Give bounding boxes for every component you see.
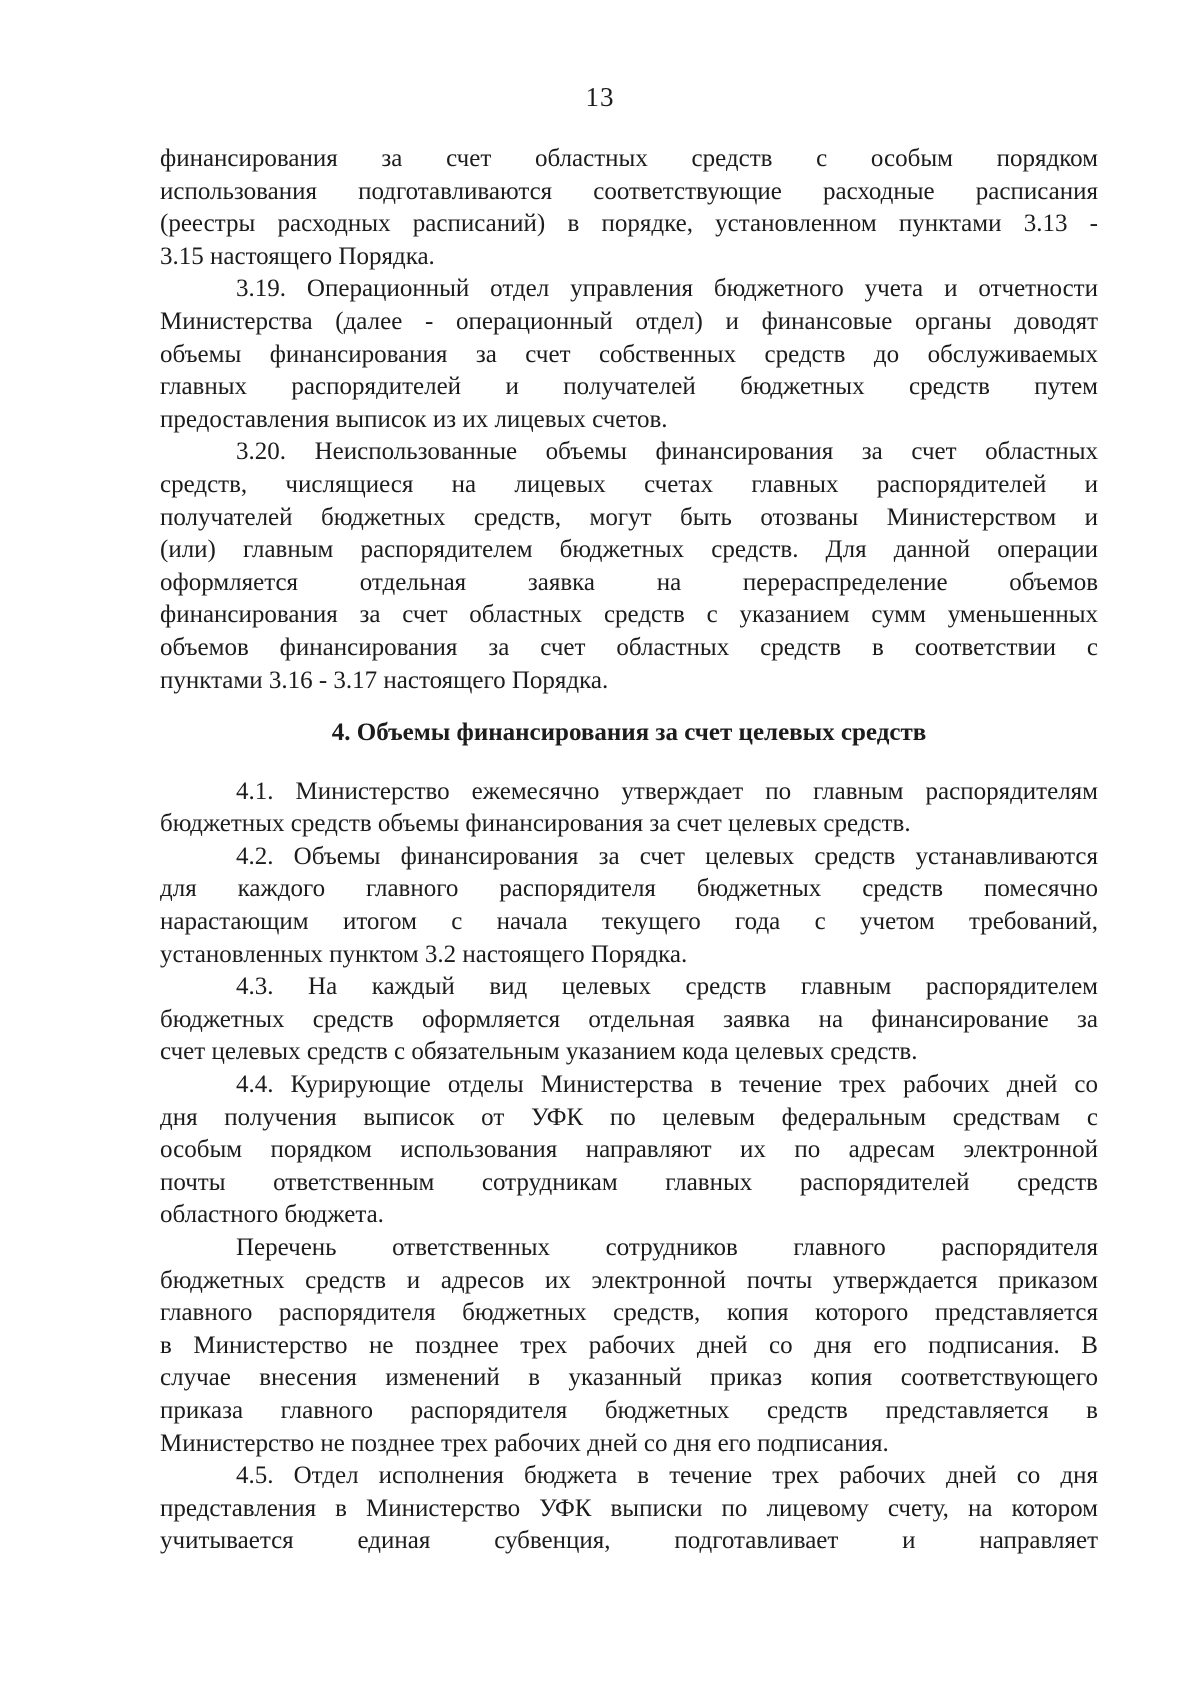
text-line: объемов финансирования за счет областных средств в соответствии с [160,633,1098,661]
text-line: предоставления выписок из их лицевых счетов. [160,405,668,433]
text-line: бюджетных средств и адресов их электронной почты утверждается приказом [160,1266,1098,1294]
text-line: использования подготавливаются соответствующие расходные расписания [160,177,1098,205]
text-line: счет целевых средств с обязательным указанием кода целевых средств. [160,1038,918,1066]
text-line: оформляется отдельная заявка на перераспределение объемов [160,568,1098,596]
text-line: главного распорядителя бюджетных средств, копия которого представляется [160,1299,1098,1327]
text-line: Министерства (далее - операционный отдел) и финансовые органы доводят [160,307,1098,335]
paragraph-4-2 [160,841,1098,971]
text-line: 4.5. Отдел исполнения бюджета в течение трех рабочих дней со дня [236,1462,1098,1490]
paragraph-3-19 [160,273,1098,436]
paragraph-4-5 [160,1460,1098,1558]
text-line: главных распорядителей и получателей бюджетных средств путем [160,373,1098,401]
text-line: областного бюджета. [160,1201,384,1229]
text-line: пунктами 3.16 - 3.17 настоящего Порядка. [160,666,609,694]
text-line: особым порядком использования направляют их по адресам электронной [160,1136,1098,1164]
text-line: Перечень ответственных сотрудников главного распорядителя [236,1234,1098,1261]
text-line: почты ответственным сотрудникам главных распорядителей средств [160,1168,1098,1196]
paragraph-4-4 [160,1069,1098,1232]
text-line: приказа главного распорядителя бюджетных средств представляется в [160,1396,1098,1424]
document-body [160,143,1098,1558]
text-line: представления в Министерство УФК выписки по лицевому счету, на котором [160,1494,1098,1522]
text-line: учитывается единая субвенция, подготавливает и направляет [160,1527,1098,1555]
page-number: 13 [585,82,615,112]
text-line: (или) главным распорядителем бюджетных средств. Для данной операции [160,536,1098,564]
text-line: объемы финансирования за счет собственных средств до обслуживаемых [160,340,1098,368]
text-line: 4.2. Объемы финансирования за счет целевых средств устанавливаются [236,842,1098,870]
text-line: (реестры расходных расписаний) в порядке, установленном пунктами 3.13 - [160,210,1098,238]
paragraph-3-20 [160,436,1098,697]
text-line: 4.1. Министерство ежемесячно утверждает по главным распорядителям [236,777,1098,805]
text-line: 3.20. Неиспользованные объемы финансирования за счет областных [236,438,1098,466]
text-line: в Министерство не позднее трех рабочих дней со дня его подписания. В [160,1331,1098,1359]
text-line: бюджетных средств оформляется отдельная заявка на финансирование за [160,1005,1098,1033]
paragraph-4-3 [160,971,1098,1069]
text-line: получателей бюджетных средств, могут быть отозваны Министерством и [160,503,1098,531]
text-line: нарастающим итогом с начала текущего года с учетом требований, [160,908,1098,936]
text-line: случае внесения изменений в указанный приказ копия соответствующего [160,1364,1098,1392]
paragraph-continuation [160,143,1098,273]
text-line: 4.3. На каждый вид целевых средств главным распорядителем [236,973,1098,1001]
text-line: Министерство не позднее трех рабочих дней со дня его подписания. [160,1429,889,1457]
section-heading: 4. Объемы финансирования за счет целевых средств [331,719,927,747]
text-line: финансирования за счет областных средств с особым порядком [160,145,1098,172]
paragraph-list-of-staff [160,1232,1098,1460]
text-line: для каждого главного распорядителя бюджетных средств помесячно [160,875,1098,903]
text-line: бюджетных средств объемы финансирования за счет целевых средств. [160,810,911,838]
paragraph-4-1 [160,776,1098,841]
text-line: финансирования за счет областных средств с указанием сумм уменьшенных [160,601,1098,629]
text-line: дня получения выписок от УФК по целевым федеральным средствам с [160,1103,1098,1131]
text-line: 4.4. Курирующие отделы Министерства в течение трех рабочих дней со [236,1071,1098,1099]
text-line: 3.19. Операционный отдел управления бюджетного учета и отчетности [236,275,1098,303]
text-line: средств, числящиеся на лицевых счетах главных распорядителей и [160,470,1098,498]
text-line: установленных пунктом 3.2 настоящего Порядка. [160,940,688,968]
text-line: 3.15 настоящего Порядка. [160,242,435,270]
